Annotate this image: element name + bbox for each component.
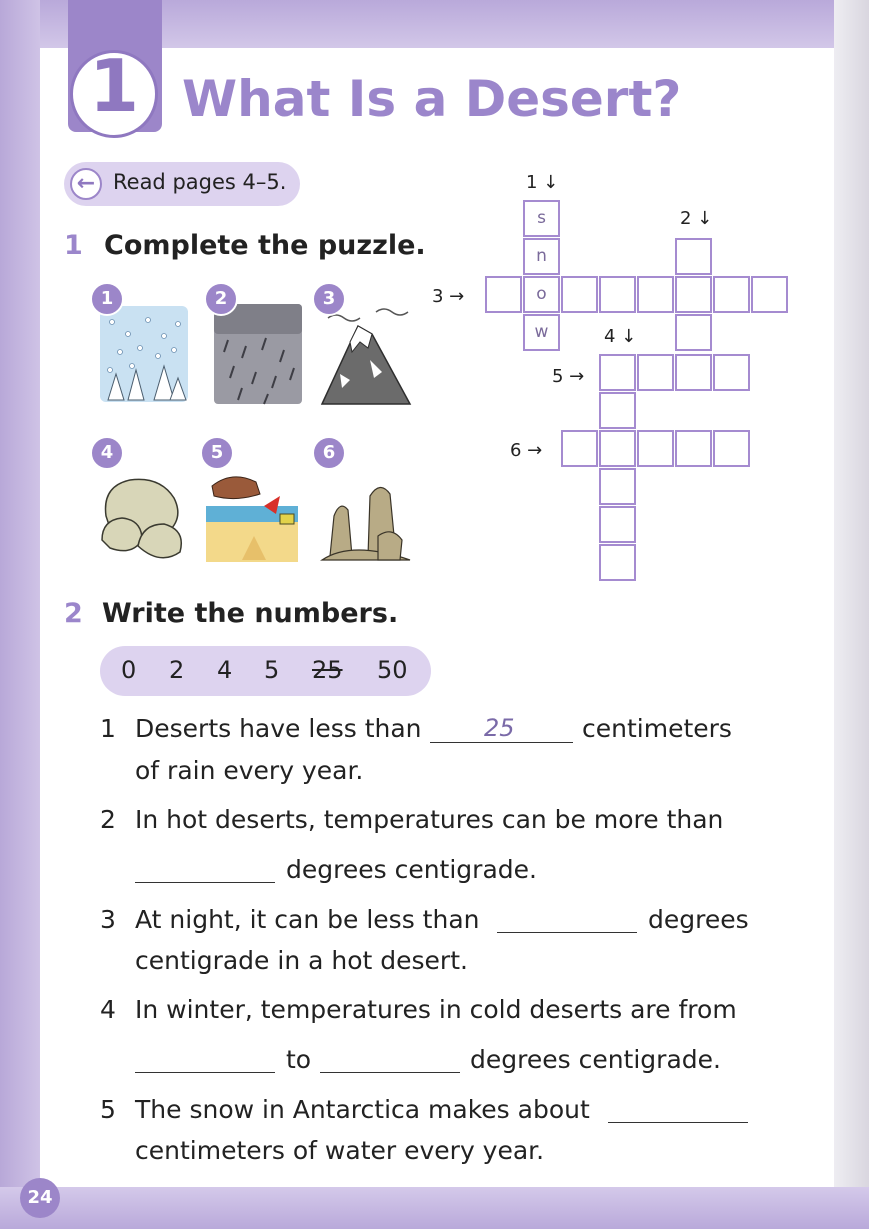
unit-number: 1: [88, 44, 140, 128]
crossword-cell[interactable]: [561, 430, 598, 467]
rock-formation-icon: [320, 456, 412, 564]
crossword-cell[interactable]: [599, 392, 636, 429]
clue-5-label: 5 →: [552, 366, 585, 387]
cell-letter: w: [534, 322, 549, 342]
clue-1-label: 1 ↓: [526, 172, 559, 193]
question-3-text-b: degrees: [648, 905, 749, 934]
question-1-text-a: Deserts have less than: [135, 714, 422, 743]
rain-scene-icon: [212, 300, 304, 408]
answer-blank-5[interactable]: [608, 1122, 748, 1123]
word-bank-item: 0: [121, 656, 137, 684]
section-2-title: Write the numbers.: [102, 598, 399, 629]
answer-1: 25: [484, 714, 515, 742]
snow-scene-icon: [98, 300, 190, 408]
answer-blank-4a[interactable]: [135, 1072, 275, 1073]
section-1-title: Complete the puzzle.: [104, 230, 426, 261]
page-number: 24: [20, 1178, 60, 1218]
crossword-cell[interactable]: [637, 276, 674, 313]
sand-icon: [206, 456, 298, 564]
answer-blank-2[interactable]: [135, 882, 275, 883]
crossword-cell[interactable]: [523, 314, 560, 351]
question-5-text-a: The snow in Antarctica makes about: [135, 1095, 590, 1124]
crossword-cell[interactable]: [523, 200, 560, 237]
read-pages-label: Read pages 4–5.: [113, 170, 287, 194]
picture-badge-6: 6: [312, 436, 346, 470]
word-bank-item: 2: [169, 656, 185, 684]
back-arrow-icon: ←: [70, 168, 102, 200]
answer-blank-1[interactable]: [430, 742, 573, 743]
cell-letter: s: [537, 208, 546, 228]
bottom-band: [0, 1187, 869, 1229]
cell-letter: o: [536, 284, 547, 304]
word-bank-item: 4: [217, 656, 233, 684]
picture-badge-1: 1: [90, 282, 124, 316]
answer-blank-4b[interactable]: [320, 1072, 460, 1073]
question-3-text-a: At night, it can be less than: [135, 905, 480, 934]
question-1-number: 1: [100, 714, 116, 743]
crossword-cell[interactable]: [713, 354, 750, 391]
crossword-cell[interactable]: [561, 276, 598, 313]
crossword-cell[interactable]: [599, 506, 636, 543]
crossword-cell[interactable]: [675, 276, 712, 313]
crossword-cell[interactable]: [599, 544, 636, 581]
answer-blank-3[interactable]: [497, 932, 637, 933]
crossword-cell[interactable]: [751, 276, 788, 313]
crossword-cell[interactable]: [675, 238, 712, 275]
left-band: [0, 0, 40, 1229]
question-1-text-b: centimeters: [582, 714, 732, 743]
question-3-number: 3: [100, 905, 116, 934]
crossword-cell[interactable]: [675, 314, 712, 351]
crossword-cell[interactable]: [599, 276, 636, 313]
crossword-cell[interactable]: [713, 276, 750, 313]
crossword-cell[interactable]: [713, 430, 750, 467]
section-2-number: 2: [64, 598, 83, 629]
picture-badge-3: 3: [312, 282, 346, 316]
crossword-cell[interactable]: [675, 430, 712, 467]
crossword-cell[interactable]: [523, 238, 560, 275]
question-3-text-c: centigrade in a hot desert.: [135, 946, 468, 975]
crossword-cell[interactable]: [599, 468, 636, 505]
cell-letter: n: [536, 246, 547, 266]
rocks-icon: [98, 456, 190, 564]
question-4-text-a: In winter, temperatures in cold deserts are from: [135, 995, 737, 1024]
question-4-number: 4: [100, 995, 116, 1024]
clue-3-label: 3 →: [432, 286, 465, 307]
question-5-number: 5: [100, 1095, 116, 1124]
word-bank-item-used: 25: [312, 656, 343, 684]
crossword-cell[interactable]: [637, 354, 674, 391]
question-5-text-b: centimeters of water every year.: [135, 1136, 545, 1165]
crossword-cell[interactable]: [523, 276, 560, 313]
crossword-cell[interactable]: [675, 354, 712, 391]
question-4-text-c: degrees centigrade.: [470, 1045, 721, 1074]
picture-badge-5: 5: [200, 436, 234, 470]
crossword-cell[interactable]: [599, 354, 636, 391]
mountain-icon: [320, 300, 412, 408]
question-4-text-b: to: [286, 1045, 312, 1074]
crossword-cell[interactable]: [599, 430, 636, 467]
clue-6-label: 6 →: [510, 440, 543, 461]
page-title: What Is a Desert?: [182, 70, 682, 128]
clue-2-label: 2 ↓: [680, 208, 713, 229]
clue-4-label: 4 ↓: [604, 326, 637, 347]
crossword-cell[interactable]: [485, 276, 522, 313]
crossword-cell[interactable]: [637, 430, 674, 467]
question-2-number: 2: [100, 805, 116, 834]
question-1-text-c: of rain every year.: [135, 756, 364, 785]
picture-badge-4: 4: [90, 436, 124, 470]
word-bank-item: 50: [377, 656, 408, 684]
picture-badge-2: 2: [204, 282, 238, 316]
question-2-text-a: In hot deserts, temperatures can be more than: [135, 805, 724, 834]
section-1-number: 1: [64, 230, 83, 261]
word-bank-item: 5: [264, 656, 280, 684]
question-2-text-b: degrees centigrade.: [286, 855, 537, 884]
right-edge: [834, 0, 869, 1229]
